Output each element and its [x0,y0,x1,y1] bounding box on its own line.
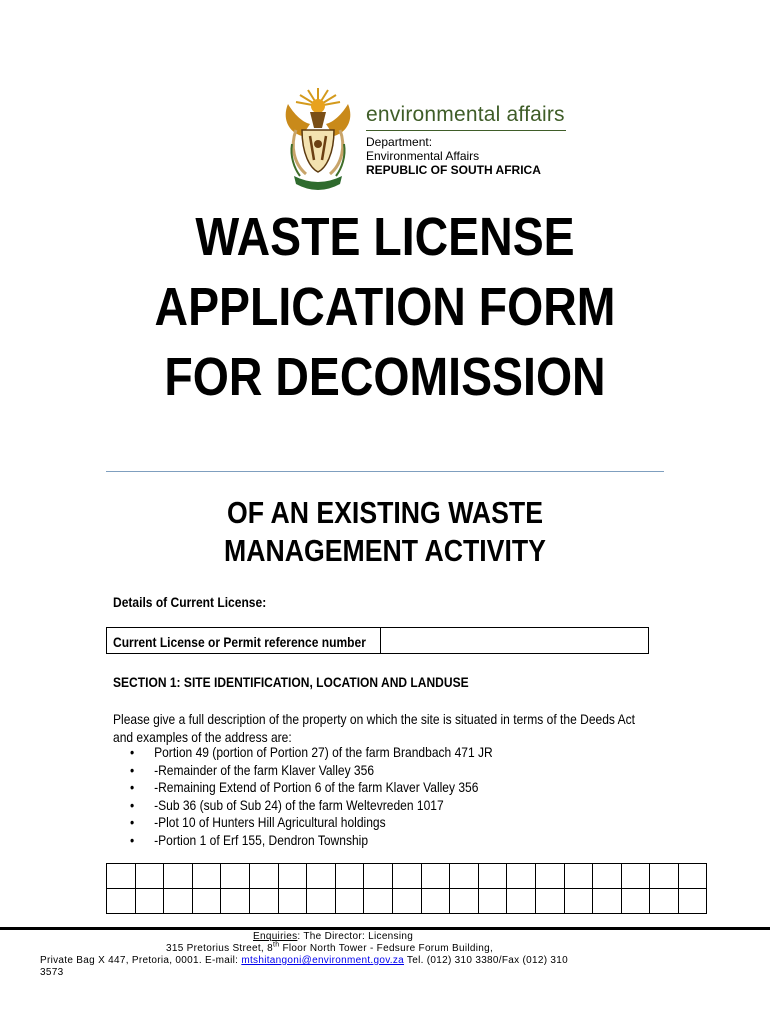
grid-cell[interactable] [335,864,364,889]
department-logo [280,84,572,196]
enquiries-text: : The Director: Licensing [297,931,414,942]
footer-enquiries [253,931,770,943]
grid-cell[interactable] [335,889,364,914]
list-item-text: -Portion 1 of Erf 155, Dendron Township [154,831,369,848]
grid-cell[interactable] [450,864,479,889]
footer-divider [0,927,770,930]
grid-cell[interactable] [249,864,278,889]
list-item-text: -Plot 10 of Hunters Hill Agricultural holdings [154,814,386,831]
footer-contact [40,955,770,967]
grid-cell[interactable] [593,889,622,914]
bullet-icon: • [130,831,135,848]
section-1-description [113,710,635,746]
phone-fax: Tel. (012) 310 3380/Fax (012) 310 [404,955,569,966]
details-label: Details of Current License: [113,594,267,610]
bullet-icon: • [130,744,135,760]
license-reference-label [107,628,381,653]
list-item [130,744,493,762]
subtitle-line-2: MANAGEMENT ACTIVITY [224,533,546,568]
grid-row [107,889,707,914]
page-footer [0,931,770,979]
grid-cell[interactable] [593,864,622,889]
license-reference-label-text: Current License or Permit reference number [113,634,366,650]
list-item-text: -Remaining Extend of Portion 6 of the farm Klaver Valley 356 [154,779,479,796]
address-examples-list [130,744,493,850]
grid-cell[interactable] [421,889,450,914]
grid-cell[interactable] [364,889,393,914]
department-name: Environmental Affairs [366,149,480,163]
bullet-icon: • [130,779,135,796]
enquiries-label: Enquiries [253,931,298,942]
grid-cell[interactable] [249,889,278,914]
email-link[interactable]: mtshitangoni@environment.gov.za [241,955,405,966]
country-name: REPUBLIC OF SOUTH AFRICA [366,163,541,177]
title-line-1: WASTE LICENSE [195,207,575,267]
south-africa-coat-of-arms-icon [280,84,356,196]
list-item-text: -Sub 36 (sub of Sub 24) of the farm Weltevreden 1017 [154,796,444,813]
grid-cell[interactable] [135,864,164,889]
grid-cell[interactable] [164,889,193,914]
subtitle-line-1: OF AN EXISTING WASTE [227,495,543,530]
title-line-3: FOR DECOMISSION [164,347,606,407]
grid-cell[interactable] [507,889,536,914]
grid-cell[interactable] [192,889,221,914]
list-item [130,779,493,797]
grid-cell[interactable] [392,889,421,914]
title-divider [106,471,664,472]
grid-cell[interactable] [221,864,250,889]
grid-cell[interactable] [678,864,707,889]
grid-cell[interactable] [107,889,136,914]
grid-cell[interactable] [135,889,164,914]
grid-cell[interactable] [507,864,536,889]
address-superscript: th [272,941,280,949]
grid-row [107,864,707,889]
grid-cell[interactable] [678,889,707,914]
list-item [130,762,493,780]
footer-fax-continued: 3573 [40,967,64,978]
grid-cell[interactable] [278,864,307,889]
grid-cell[interactable] [564,889,593,914]
grid-cell[interactable] [478,889,507,914]
address-part-2: Floor North Tower - Fedsure Forum Building, [279,943,494,954]
grid-cell[interactable] [278,889,307,914]
grid-cell[interactable] [421,864,450,889]
address-part-1: 315 Pretorius Street, 8 [166,943,273,954]
department-label: Department: [366,135,433,149]
grid-cell[interactable] [564,864,593,889]
bullet-icon: • [130,814,135,831]
license-reference-table [106,627,649,654]
grid-cell[interactable] [535,864,564,889]
grid-cell[interactable] [650,889,679,914]
bullet-icon: • [130,761,135,778]
document-subtitle [54,494,716,570]
title-line-2: APPLICATION FORM [154,277,616,337]
list-item [130,797,493,815]
grid-cell[interactable] [307,864,336,889]
postal-address: Private Bag X 447, Pretoria, 0001. E-mail: [40,955,242,966]
grid-cell[interactable] [621,889,650,914]
bullet-icon: • [130,796,135,813]
brand-divider [366,130,566,131]
list-item-text: -Remainder of the farm Klaver Valley 356 [154,761,375,778]
logo-text [366,102,572,177]
description-line-1: Please give a full description of the property on which the site is situated in terms of the Deeds Act [113,711,636,727]
license-reference-field[interactable] [381,628,648,653]
section-1-heading: SECTION 1: SITE IDENTIFICATION, LOCATION AND LANDUSE [113,674,469,690]
grid-cell[interactable] [192,864,221,889]
grid-cell[interactable] [650,864,679,889]
grid-cell[interactable] [450,889,479,914]
grid-cell[interactable] [478,864,507,889]
document-title [54,202,716,412]
grid-cell[interactable] [307,889,336,914]
property-description-grid [106,863,707,914]
grid-cell[interactable] [221,889,250,914]
list-item [130,832,493,850]
grid-cell[interactable] [535,889,564,914]
grid-cell[interactable] [164,864,193,889]
description-line-2: and examples of the address are: [113,729,292,745]
grid-cell[interactable] [364,864,393,889]
brand-name: environmental affairs [366,103,565,126]
grid-cell[interactable] [621,864,650,889]
footer-address [166,943,770,955]
list-item [130,814,493,832]
grid-cell[interactable] [392,864,421,889]
grid-cell[interactable] [107,864,136,889]
list-item-text: Portion 49 (portion of Portion 27) of the farm Brandbach 471 JR [154,744,493,760]
